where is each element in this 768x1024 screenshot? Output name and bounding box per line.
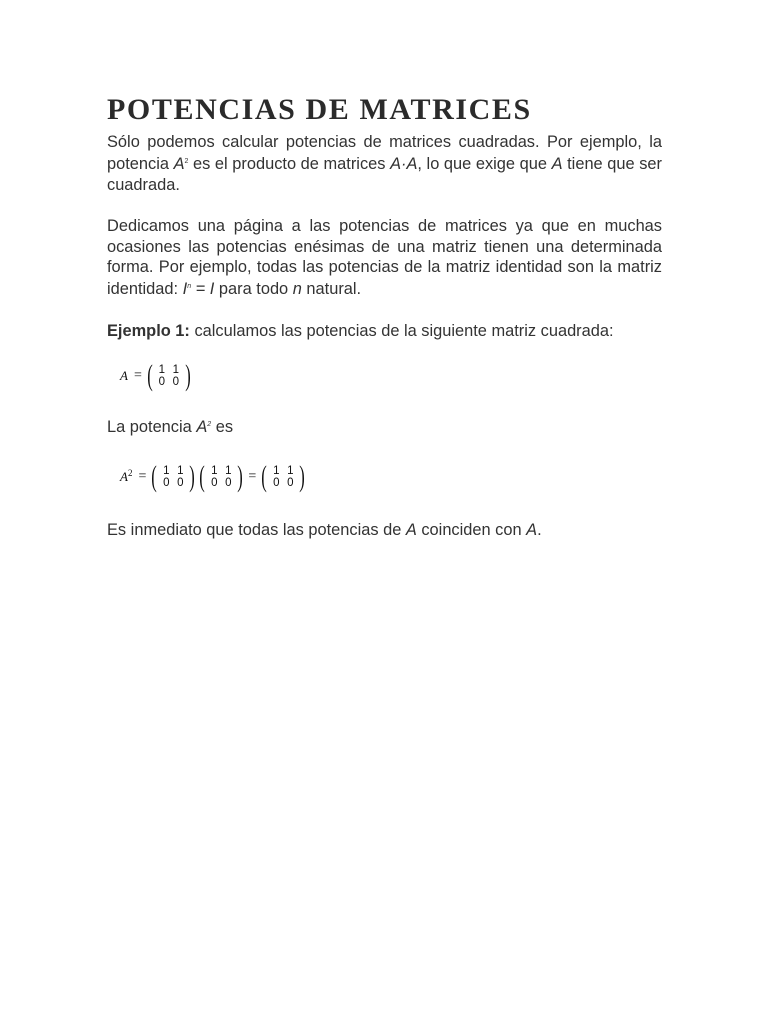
paragraph-conclusion	[107, 520, 662, 540]
eq-lhs-exponent: 2	[127, 468, 133, 479]
matrix-cell: 0	[211, 476, 218, 489]
right-paren: )	[189, 459, 196, 493]
matrix-grid	[155, 364, 183, 388]
document-content	[107, 92, 662, 540]
matrix-cell: 1	[273, 464, 280, 477]
matrix-grid	[207, 465, 235, 489]
paragraph-identity	[107, 216, 662, 300]
text: para todo	[214, 280, 293, 299]
eq-lhs-symbol: A	[120, 469, 128, 485]
page-title: POTENCIAS DE MATRICES	[107, 93, 532, 126]
matrix-cell: 1	[225, 464, 232, 477]
matrix-cell: 1	[287, 464, 294, 477]
superscript: n	[187, 283, 192, 291]
left-paren: (	[147, 359, 153, 393]
text: Dedicamos una página a las potencias de matrices ya que en muchas ocasiones las potencias enésimas de una matriz tienen una determinada forma. Por ejemplo, todas las potencias de la matriz identidad son la matriz identidad:	[107, 217, 662, 299]
text: calculamos las potencias de la siguiente matriz cuadrada:	[189, 321, 614, 340]
matrix-cell: 0	[225, 476, 232, 489]
math-n: n	[292, 280, 302, 299]
text: La potencia	[107, 418, 197, 437]
math-i: I	[209, 280, 215, 299]
matrix	[197, 459, 245, 493]
eq-lhs	[120, 468, 132, 485]
paragraph-example	[107, 321, 662, 341]
equation-matrix-a	[120, 361, 662, 391]
matrix-cell: 1	[211, 464, 218, 477]
example-label: Ejemplo 1:	[107, 321, 190, 340]
math-i: I	[182, 280, 188, 299]
text: es el producto de matrices	[188, 155, 391, 174]
text: Es inmediato que todas las potencias de	[107, 520, 406, 539]
equation-a-squared	[120, 459, 662, 493]
matrix-cell: 0	[273, 476, 280, 489]
left-paren: (	[151, 459, 158, 493]
matrix	[149, 459, 197, 493]
math-a: A	[526, 520, 538, 539]
matrix	[259, 459, 307, 493]
eq-equals: =	[133, 368, 142, 384]
paragraph-power	[107, 415, 662, 437]
text: , lo que exige que	[417, 155, 552, 174]
math-a: A	[551, 155, 563, 174]
superscript: 2	[207, 421, 212, 429]
eq-equals: =	[138, 468, 147, 484]
text: tiene que ser cuadrada.	[107, 155, 662, 194]
matrix	[145, 361, 193, 391]
matrix-cell: 1	[158, 364, 166, 377]
matrix-cell: 1	[177, 464, 184, 477]
right-paren: )	[237, 459, 244, 493]
left-paren: (	[261, 459, 268, 493]
matrix-cell: 0	[172, 376, 180, 389]
matrix-cell: 1	[163, 464, 170, 477]
text: es	[211, 418, 234, 437]
eq-equals: =	[248, 468, 257, 484]
math-a: A	[173, 155, 185, 174]
math-a: A	[196, 418, 208, 437]
matrix-cell: 1	[172, 364, 180, 377]
matrix-cell: 0	[177, 476, 184, 489]
matrix-cell: 0	[158, 376, 166, 389]
matrix-cell: 0	[287, 476, 294, 489]
paragraph-intro	[107, 132, 662, 195]
left-paren: (	[199, 459, 206, 493]
right-paren: )	[299, 459, 306, 493]
matrix-grid	[159, 465, 187, 489]
superscript: 2	[184, 158, 189, 166]
math-equals: =	[191, 280, 210, 299]
math-a: A	[405, 520, 417, 539]
math-product: A·A	[390, 155, 418, 174]
eq-lhs: A	[120, 368, 128, 384]
text: natural.	[301, 280, 362, 299]
text: coinciden con	[416, 520, 527, 539]
text: Sólo podemos calcular potencias de matrices cuadradas. Por ejemplo, la potencia	[107, 133, 662, 174]
right-paren: )	[185, 359, 191, 393]
matrix-grid	[269, 465, 297, 489]
matrix-cell: 0	[163, 476, 170, 489]
text: .	[537, 520, 542, 539]
